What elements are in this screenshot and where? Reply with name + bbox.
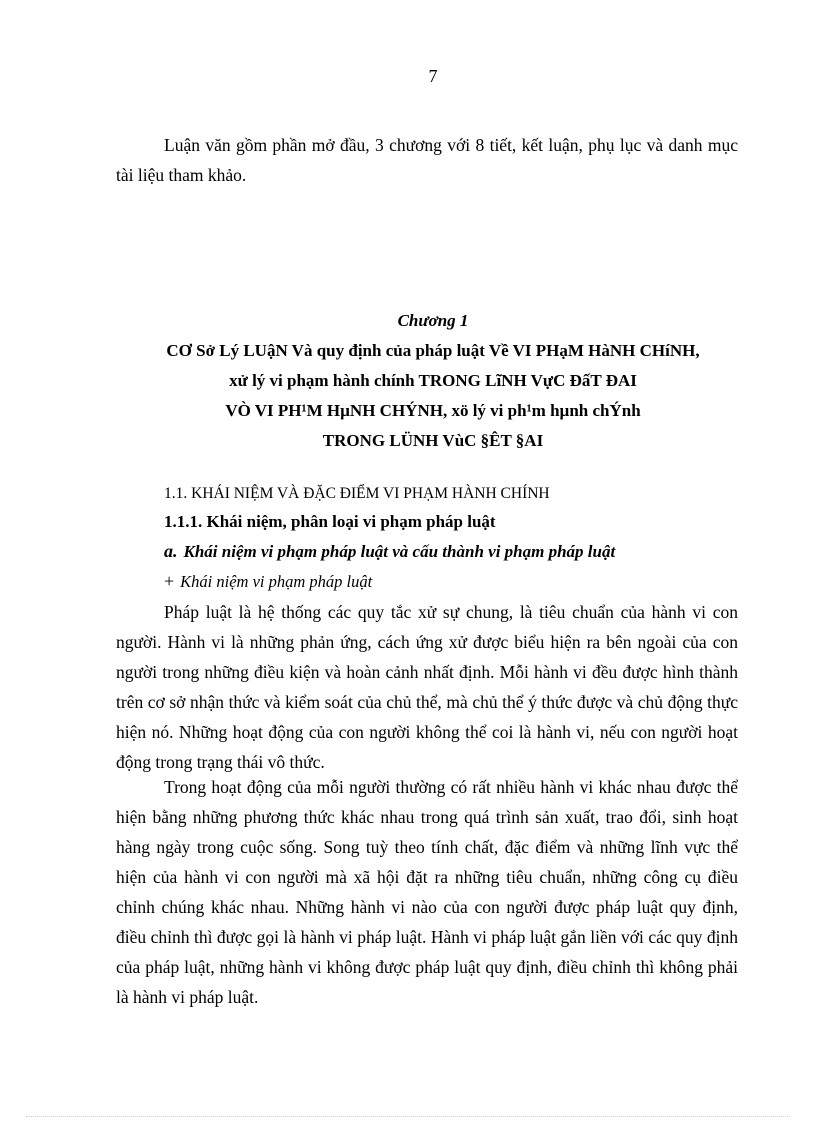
plus-marker: + <box>164 571 175 591</box>
section-heading-1: 1.1. KHÁI NIỆM VÀ ĐẶC ĐIỂM VI PHẠM HÀNH CHÍNH <box>164 485 550 502</box>
body-paragraph-1: Pháp luật là hệ thống các quy tắc xử sự chung, là tiêu chuẩn của hành vi con người. Hành vi là những phản ứng, cách ứng xử được biểu hiện ra bên ngoài của con người trong những điều kiện và hoàn cảnh nhất định. Mỗi hành vi đều được hình thành trên cơ sở nhận thức và kiểm soát của chủ thể, mà chủ thể ý thức được và chủ động thực hiện nó. Những hoạt động của con người không thể coi là hành vi, nếu con người hoạt động trong trạng thái vô thức. <box>116 602 738 772</box>
chapter-title-line-1: CƠ Sở Lý LUậN Và quy định của pháp luật Về VI PHạM HàNH CHíNH, <box>166 341 700 360</box>
chapter-label: Chương 1 <box>397 311 469 330</box>
chapter-title-line-4: TRONG LÜNH VùC §ÊT §AI <box>322 431 544 450</box>
chapter-title-line-2: xử lý vi phạm hành chính TRONG LĩNH VựC ĐấT ĐAI <box>229 371 637 390</box>
body-paragraph-2: Trong hoạt động của mỗi người thường có rất nhiều hành vi khác nhau được thể hiện bằng những phương thức khác nhau trong quá trình sản xuất, trao đổi, sinh hoạt hàng ngày trong cuộc sống. Song tuỳ theo tính chất, đặc điểm và những lĩnh vực thể hiện của hành vi con người mà xã hội đặt ra những tiêu chuẩn, những công cụ điều chỉnh chúng khác nhau. Những hành vi nào của con người được pháp luật quy định, điều chỉnh thì được gọi là hành vi pháp luật. Hành vi pháp luật gắn liền với các quy định của pháp luật, những hành vi không được pháp luật quy định, điều chỉnh thì không phải là hành vi pháp luật. <box>116 777 738 1007</box>
subitem-text: Khái niệm vi phạm pháp luật <box>180 572 373 591</box>
item-text: Khái niệm vi phạm pháp luật và cấu thành vi phạm pháp luật <box>183 542 616 561</box>
page-number: 7 <box>428 66 438 86</box>
intro-paragraph: Luận văn gồm phần mở đầu, 3 chương với 8 tiết, kết luận, phụ lục và danh mục tài liệu tham khảo. <box>116 135 738 185</box>
section-item-a <box>164 541 615 562</box>
page-bottom-divider <box>26 1116 790 1117</box>
section-heading-2: 1.1.1. Khái niệm, phân loại vi phạm pháp luật <box>164 512 496 531</box>
chapter-title-line-3: VÒ VI PH¹M HµNH CHÝNH, xö lý vi ph¹m hµnh chÝnh <box>225 401 641 420</box>
item-marker: a. <box>164 541 178 561</box>
section-subitem <box>164 571 372 592</box>
